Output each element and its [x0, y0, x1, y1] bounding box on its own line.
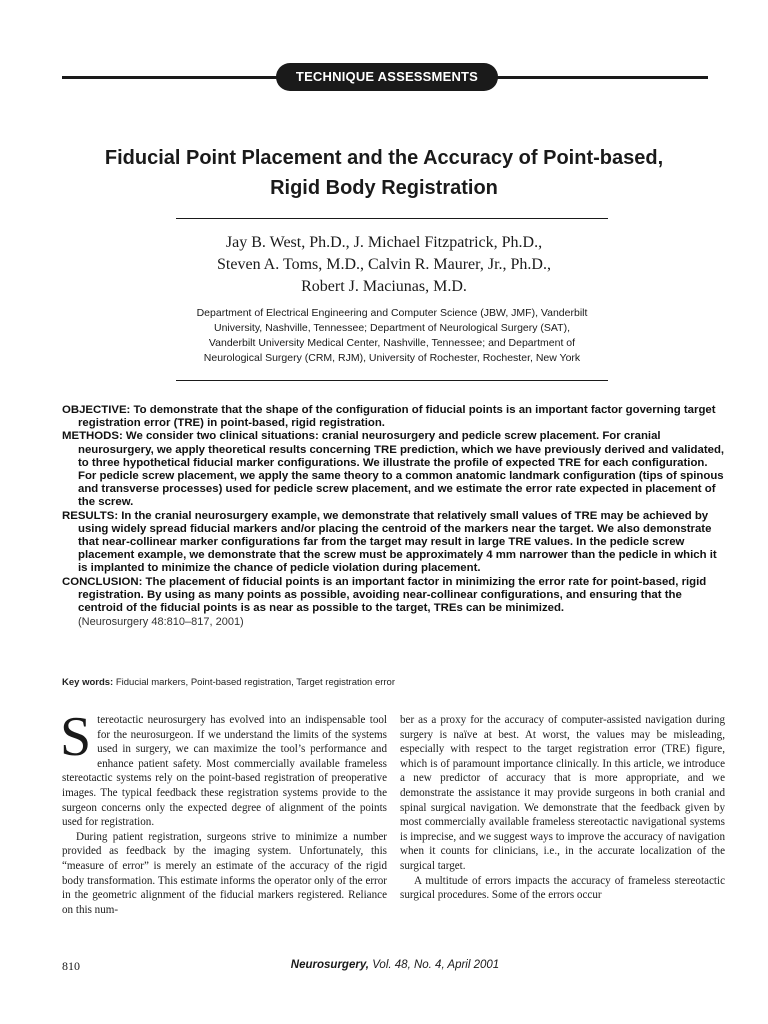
abstract-methods: METHODS: We consider two clinical situations: cranial neurosurgery and pedicle screw placement. For cranial neurosurgery, we apply theoretical results concerning TRE prediction, which we have previously derived and validated, to three hypothetical fiducial marker configurations. We illustrate the profile of expected TRE for each configuration. For pedicle screw placement, we apply the same theory to a common anatomic landmark configuration (tips of spinous and transverse processes) used for pedicle screw placement, and we estimate the error rate expected in placement of the screw. — [62, 430, 725, 509]
author-line: Robert J. Maciunas, M.D. — [301, 278, 467, 295]
author-line: Steven A. Toms, M.D., Calvin R. Maurer, Jr., Ph.D., — [217, 256, 551, 273]
affiliation-line: Department of Electrical Engineering and Computer Science (JBW, JMF), Vanderbilt — [196, 307, 588, 319]
author-line: Jay B. West, Ph.D., J. Michael Fitzpatrick, Ph.D., — [225, 234, 543, 251]
body-paragraph: A multitude of errors impacts the accuracy of frameless stereotactic surgical procedures. Some of the errors occur — [400, 874, 725, 902]
affiliations — [140, 306, 644, 366]
keywords-label: Key words: — [62, 677, 114, 688]
affiliation-line: Neurological Surgery (CRM, RJM), University of Rochester, Rochester, New York — [203, 352, 581, 364]
page-number: 810 — [62, 959, 80, 973]
journal-name: Neurosurgery, — [290, 959, 369, 971]
drop-cap: S — [60, 706, 92, 768]
abstract-conclusion: CONCLUSION: The placement of fiducial points is an important factor in minimizing the error rate for point-based, rigid registration. By using as many points as possible, avoiding near-collinear configurations, and ensuring that the centroid of the fiducial points is as near as possible to the target, TREs can be minimized. — [62, 575, 707, 615]
body-paragraph: During patient registration, surgeons strive to minimize a number provided as feedback by the imaging system. Unfortunately, this “measure of error” is merely an estimate of the accuracy of the rigid body transformation. This estimate informs the operator only of the error in the geometric alignment of the fiducial markers registered. Reliance on this num- — [62, 830, 387, 916]
section-label: TECHNIQUE ASSESSMENTS — [276, 63, 498, 91]
affiliation-line: University, Nashville, Tennessee; Department of Neurological Surgery (SAT), — [214, 322, 570, 334]
journal-footer — [200, 959, 590, 971]
title-line: Rigid Body Registration — [270, 177, 498, 199]
body-column-left — [60, 706, 387, 917]
title-divider — [176, 218, 608, 219]
body-column-right — [400, 713, 725, 903]
body-paragraph-text: tereotactic neurosurgery has evolved into an indispensable tool for the neurosurgeon. If we understand the limits of the systems used in surgery, we can maximize the tool’s performance and enhance patient safety. Most commercially available frameless stereotactic systems rely on the point-based registration of preoperative images. The typical feedback these registration systems provide to the surgeon concerns only the expected degree of alignment of the points used for registration. — [62, 714, 387, 829]
affiliation-line: Vanderbilt University Medical Center, Nashville, Tennessee; and Department of — [208, 337, 576, 349]
author-list — [60, 232, 708, 298]
keywords-text: Fiducial markers, Point-based registration, Target registration error — [115, 677, 395, 688]
abstract-results: RESULTS: In the cranial neurosurgery example, we demonstrate that relatively small values of TRE may be achieved by using widely spread fiducial markers and/or placing the centroid of the markers near the target. We also demonstrate that near-collinear marker configurations far from the target may result in large TRE values. In the pedicle screw placement example, we demonstrate that the screw must be approximately 4 mm narrower than the pedicle in which it is implanted to minimize the chance of pedicle violation during placement. — [62, 509, 717, 575]
keywords — [62, 677, 722, 688]
journal-issue: Vol. 48, No. 4, April 2001 — [372, 959, 500, 971]
body-paragraph: ber as a proxy for the accuracy of computer-assisted navigation during surgery is naïve at best. At worst, the values may be misleading, especially with respect to the target registration error (TRE) figure, which is of paramount importance clinically. In this article, we introduce a new predictor of accuracy that is more appropriate, and we demonstrate the assistance it may provide surgeons in both cranial and spinal surgical navigation. We demonstrate that the feedback given by most commercially available frameless stereotactic navigational systems is imprecise, and we suggest ways to improve the accuracy of navigation when it counts for clinicians, i.e., in the accurate localization of the surgical target. — [400, 714, 725, 872]
abstract-citation: (Neurosurgery 48:810–817, 2001) — [78, 616, 244, 629]
body-paragraph — [60, 706, 387, 830]
title-line: Fiducial Point Placement and the Accuracy of Point-based, — [104, 147, 664, 169]
article-title — [40, 143, 728, 203]
abstract-objective: OBJECTIVE: To demonstrate that the shape of the configuration of fiducial points is an important factor governing target registration error (TRE) in point-based, rigid registration. — [62, 404, 716, 430]
abstract — [62, 404, 726, 629]
affiliation-divider — [176, 380, 608, 381]
